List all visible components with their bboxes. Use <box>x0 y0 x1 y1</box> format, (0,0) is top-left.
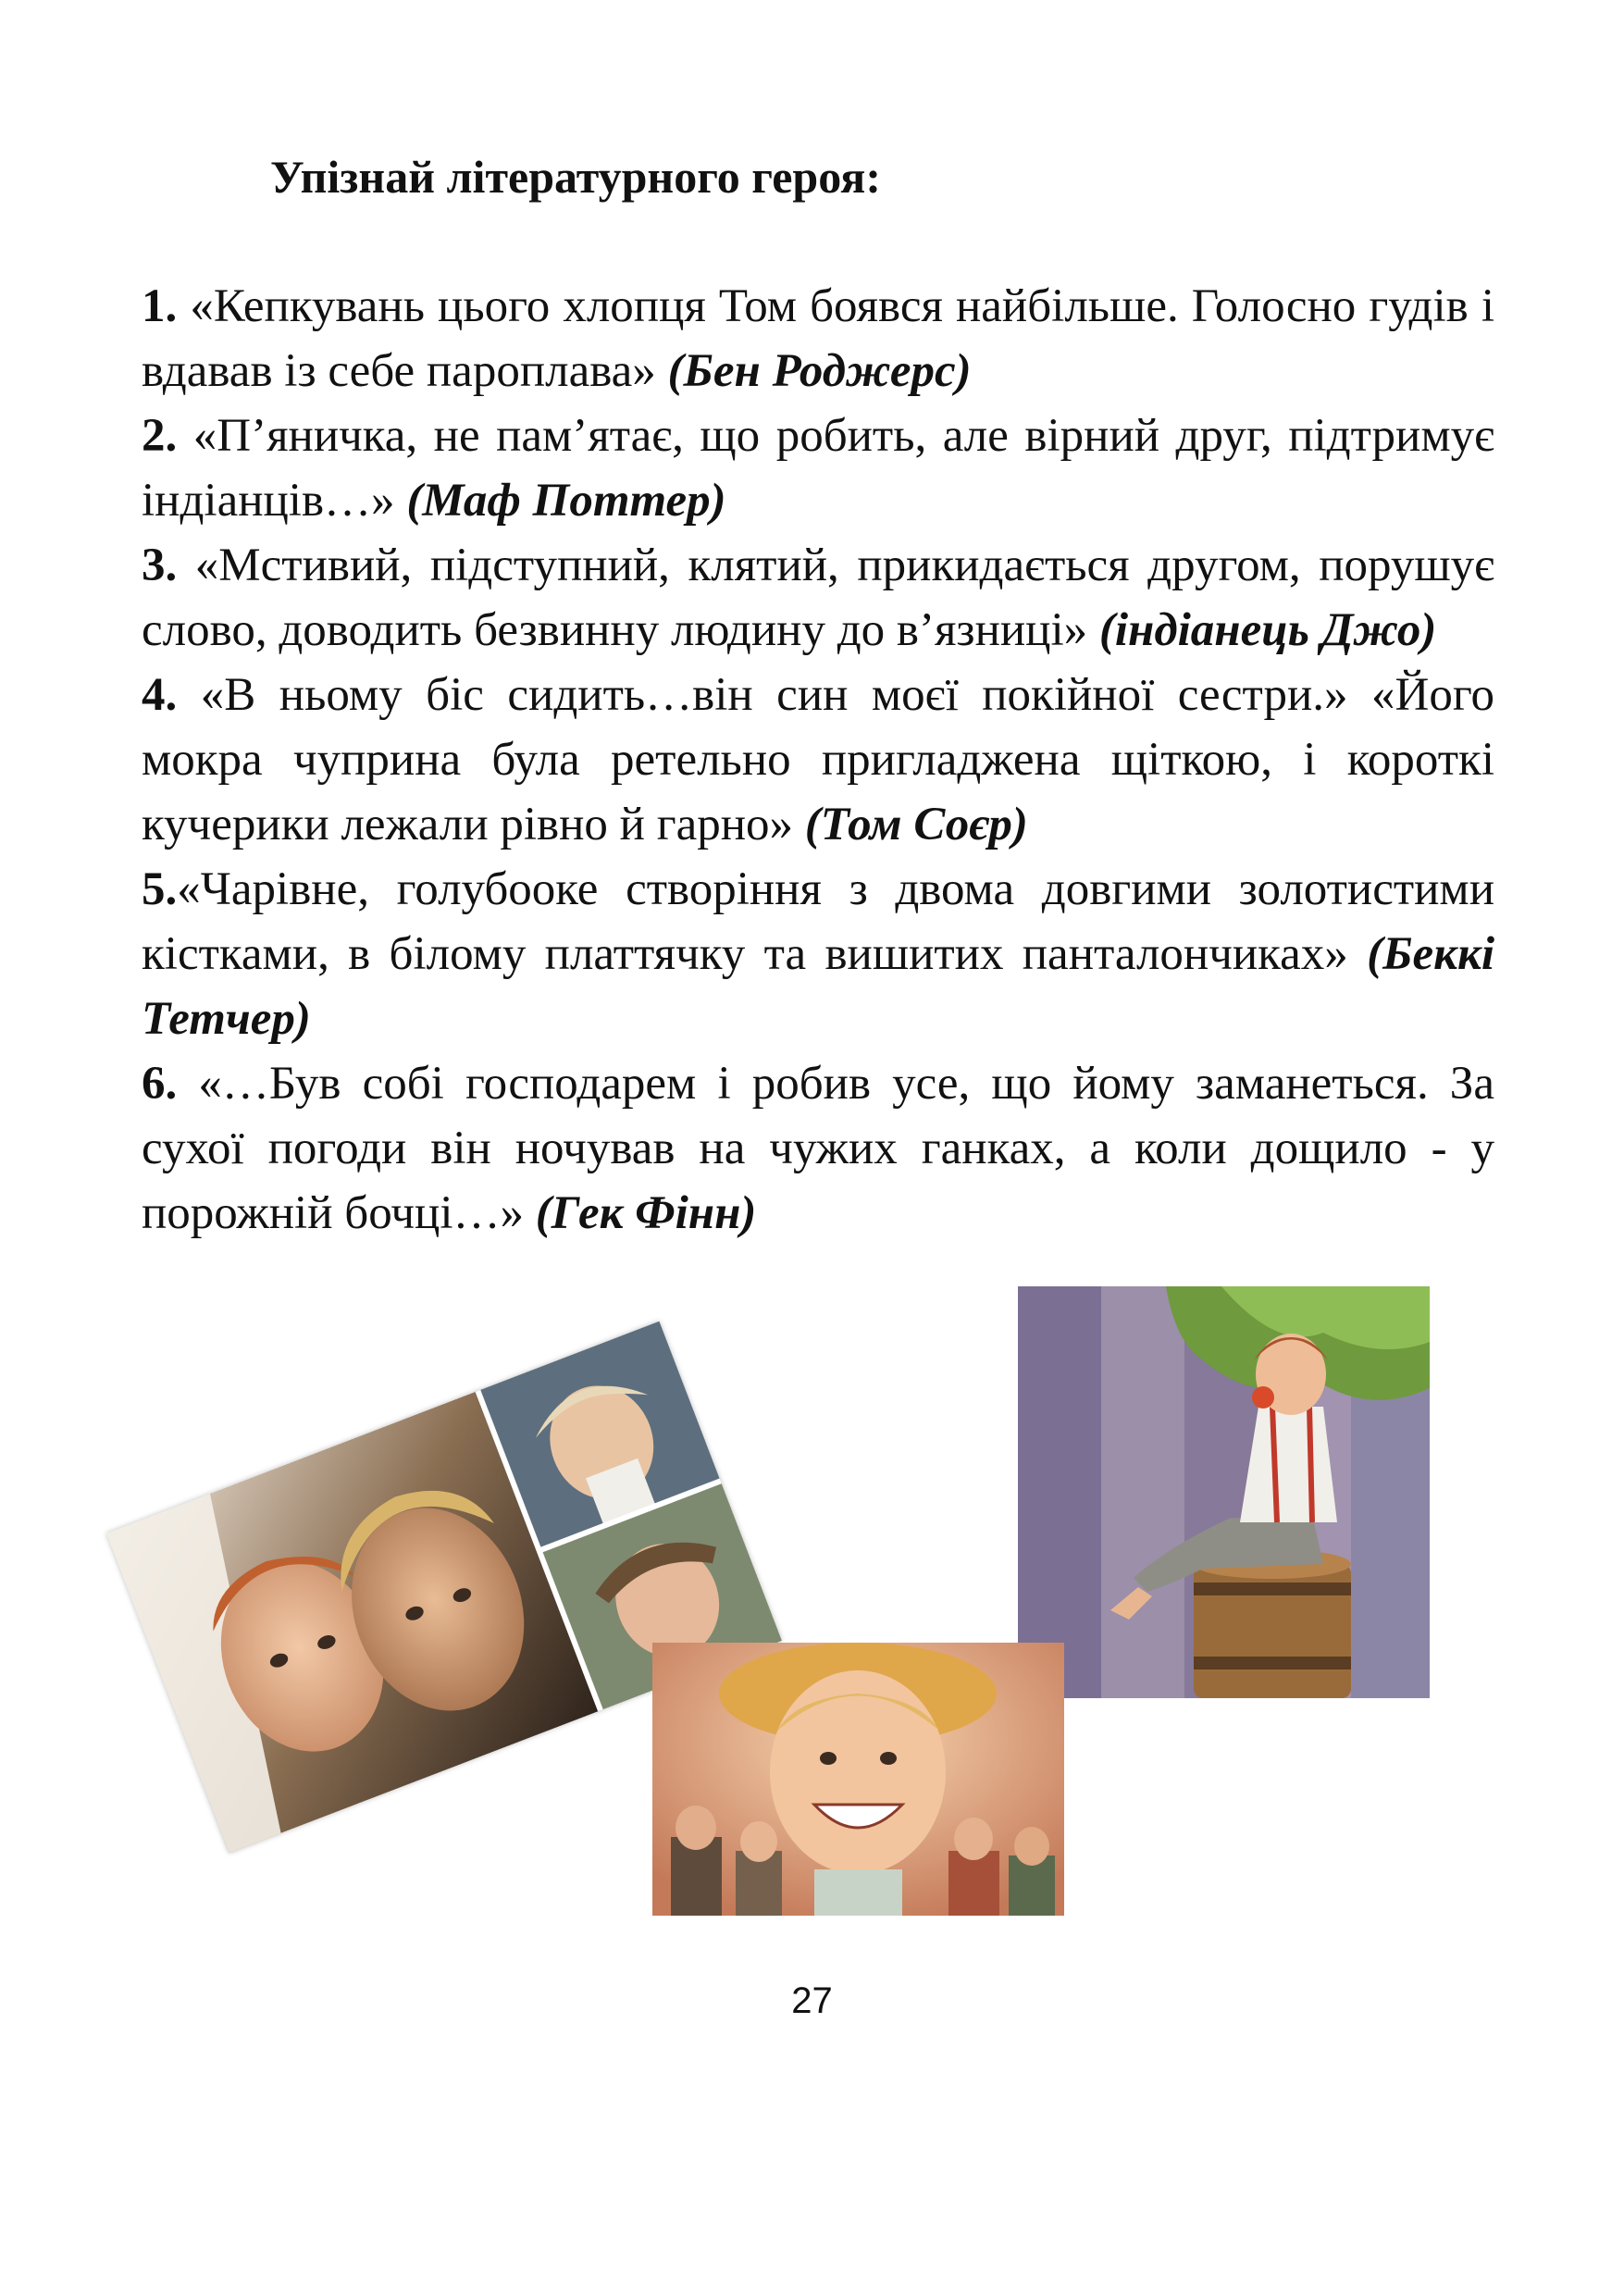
question-answer: (Беккі Тетчер) <box>142 928 1494 1045</box>
question-item <box>142 1051 1494 1246</box>
page-title: Упізнай літературного героя: <box>270 151 881 203</box>
question-number: 5. <box>142 863 178 915</box>
boy-on-barrel-image <box>1018 1286 1430 1698</box>
question-quote: «Кепкувань цього хлопця Том боявся найбільше. Голосно гудів і вдавав із себе пароплава» <box>142 280 1494 397</box>
question-answer: (Бен Роджерс) <box>667 345 972 397</box>
question-number: 2. <box>142 410 178 462</box>
boy-on-barrel-illustration <box>1018 1286 1430 1698</box>
page-number: 27 <box>791 1980 833 2021</box>
question-item <box>142 403 1494 533</box>
question-number: 3. <box>142 540 178 591</box>
question-quote: «Чарівне, голубооке створіння з двома довгими золотистими кістками, в білому платтячку та вишитих панталончиках» <box>142 863 1494 980</box>
question-answer: (індіанець Джо) <box>1098 604 1437 656</box>
question-answer: (Гек Фінн) <box>535 1187 757 1239</box>
smiling-boy-illustration <box>652 1643 1064 1916</box>
question-quote: «П’яничка, не пам’ятає, що робить, але вірний друг, підтримує індіанців…» <box>142 410 1494 527</box>
question-number: 1. <box>142 280 178 332</box>
question-answer: (Том Соєр) <box>804 799 1028 850</box>
question-item <box>142 274 1494 403</box>
question-quote: «В ньому біс сидить…він син моєї покійної сестри.» «Його мокра чуприна була ретельно пригладжена щіткою, і короткі кучерики лежали рівно й гарно» <box>142 669 1494 850</box>
smiling-boy-image <box>652 1643 1064 1916</box>
question-item <box>142 533 1494 663</box>
question-number: 4. <box>142 669 178 721</box>
question-list <box>142 274 1494 1246</box>
question-answer: (Маф Поттер) <box>406 475 726 527</box>
question-item <box>142 663 1494 857</box>
question-item <box>142 857 1494 1051</box>
question-quote: «Мстивий, підступний, клятий, прикидається другом, порушує слово, доводить безвинну людину до в’язниці» <box>142 540 1494 656</box>
question-number: 6. <box>142 1058 178 1110</box>
question-quote: «…Був собі господарем і робив усе, що йому заманеться. За сухої погоди він ночував на чужих ганках, а коли дощило - у порожній бочці…» <box>142 1058 1494 1239</box>
